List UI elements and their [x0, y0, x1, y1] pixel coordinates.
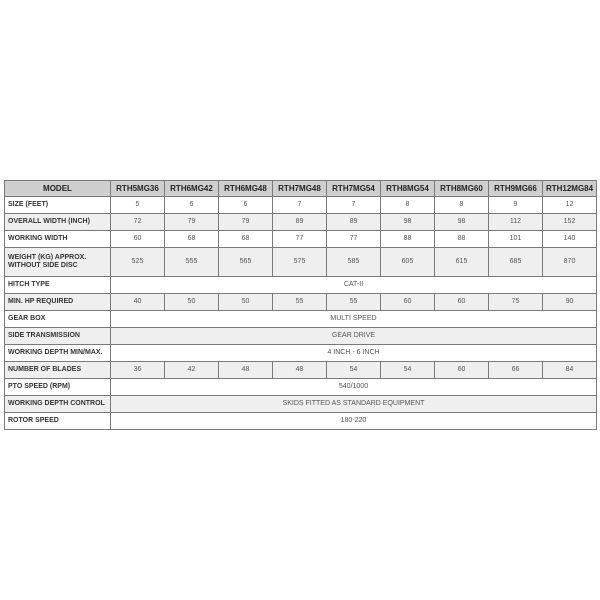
row-label: WORKING DEPTH MIN/MAX. — [5, 345, 111, 362]
table-cell-span: SKIDS FITTED AS STANDARD EQUIPMENT — [111, 396, 597, 413]
row-label: PTO SPEED (RPM) — [5, 379, 111, 396]
header-model: RTH5MG36 — [111, 181, 165, 197]
table-cell: 565 — [219, 248, 273, 277]
table-cell: 48 — [219, 362, 273, 379]
table-cell: 50 — [219, 294, 273, 311]
table-cell: 12 — [543, 197, 597, 214]
row-label: WORKING WIDTH — [5, 231, 111, 248]
table-row — [5, 379, 597, 396]
header-corner: MODEL — [5, 181, 111, 197]
row-label: HITCH TYPE — [5, 277, 111, 294]
table-cell: 615 — [435, 248, 489, 277]
table-cell-span: 180-220 — [111, 413, 597, 430]
table-row — [5, 362, 597, 379]
row-label: WORKING DEPTH CONTROL — [5, 396, 111, 413]
table-cell: 7 — [273, 197, 327, 214]
table-row — [5, 294, 597, 311]
table-row — [5, 197, 597, 214]
table-cell: 89 — [273, 214, 327, 231]
table-cell: 5 — [111, 197, 165, 214]
header-model: RTH8MG54 — [381, 181, 435, 197]
table-cell: 54 — [327, 362, 381, 379]
table-cell: 90 — [543, 294, 597, 311]
table-cell-span: 4 INCH - 6 INCH — [111, 345, 597, 362]
table-row — [5, 413, 597, 430]
table-cell: 8 — [381, 197, 435, 214]
table-cell: 89 — [327, 214, 381, 231]
table-cell: 68 — [165, 231, 219, 248]
table-cell: 870 — [543, 248, 597, 277]
row-label: OVERALL WIDTH (INCH) — [5, 214, 111, 231]
table-cell: 55 — [327, 294, 381, 311]
table-cell: 98 — [381, 214, 435, 231]
table-cell: 7 — [327, 197, 381, 214]
table-cell-span: GEAR DRIVE — [111, 328, 597, 345]
spec-table-container — [4, 180, 597, 430]
header-model: RTH6MG48 — [219, 181, 273, 197]
header-model: RTH9MG66 — [489, 181, 543, 197]
table-cell: 6 — [219, 197, 273, 214]
table-cell: 84 — [543, 362, 597, 379]
table-row — [5, 396, 597, 413]
table-row — [5, 277, 597, 294]
table-cell: 40 — [111, 294, 165, 311]
table-cell: 555 — [165, 248, 219, 277]
table-cell: 525 — [111, 248, 165, 277]
table-cell: 68 — [219, 231, 273, 248]
table-cell: 605 — [381, 248, 435, 277]
table-cell-span: 540/1000 — [111, 379, 597, 396]
table-cell: 79 — [165, 214, 219, 231]
spec-table — [4, 180, 597, 430]
table-cell: 42 — [165, 362, 219, 379]
header-model: RTH12MG84 — [543, 181, 597, 197]
header-model: RTH7MG48 — [273, 181, 327, 197]
table-cell: 98 — [435, 214, 489, 231]
row-label: WEIGHT (KG) APPROX. WITHOUT SIDE DISC — [5, 248, 111, 277]
header-model: RTH8MG60 — [435, 181, 489, 197]
table-row — [5, 248, 597, 277]
row-label: MIN. HP REQUIRED — [5, 294, 111, 311]
table-cell: 66 — [489, 362, 543, 379]
table-cell: 77 — [327, 231, 381, 248]
header-model: RTH6MG42 — [165, 181, 219, 197]
table-row — [5, 311, 597, 328]
table-cell: 575 — [273, 248, 327, 277]
header-row — [5, 181, 597, 197]
table-cell: 88 — [435, 231, 489, 248]
table-cell: 72 — [111, 214, 165, 231]
table-cell: 9 — [489, 197, 543, 214]
row-label: SIDE TRANSMISSION — [5, 328, 111, 345]
table-cell-span: CAT-II — [111, 277, 597, 294]
row-label: SIZE (FEET) — [5, 197, 111, 214]
row-label: GEAR BOX — [5, 311, 111, 328]
table-cell: 60 — [435, 294, 489, 311]
table-cell: 77 — [273, 231, 327, 248]
table-cell: 585 — [327, 248, 381, 277]
table-cell: 88 — [381, 231, 435, 248]
table-cell: 152 — [543, 214, 597, 231]
table-cell: 50 — [165, 294, 219, 311]
table-row — [5, 231, 597, 248]
table-row — [5, 328, 597, 345]
table-cell-span: MULTI SPEED — [111, 311, 597, 328]
table-cell: 685 — [489, 248, 543, 277]
table-cell: 55 — [273, 294, 327, 311]
row-label: ROTOR SPEED — [5, 413, 111, 430]
table-cell: 60 — [381, 294, 435, 311]
table-cell: 48 — [273, 362, 327, 379]
table-cell: 101 — [489, 231, 543, 248]
table-row — [5, 345, 597, 362]
table-cell: 36 — [111, 362, 165, 379]
table-cell: 75 — [489, 294, 543, 311]
table-cell: 79 — [219, 214, 273, 231]
table-cell: 60 — [435, 362, 489, 379]
row-label: NUMBER OF BLADES — [5, 362, 111, 379]
table-row — [5, 214, 597, 231]
table-cell: 6 — [165, 197, 219, 214]
table-cell: 8 — [435, 197, 489, 214]
table-cell: 140 — [543, 231, 597, 248]
table-cell: 112 — [489, 214, 543, 231]
table-cell: 54 — [381, 362, 435, 379]
header-model: RTH7MG54 — [327, 181, 381, 197]
table-cell: 60 — [111, 231, 165, 248]
